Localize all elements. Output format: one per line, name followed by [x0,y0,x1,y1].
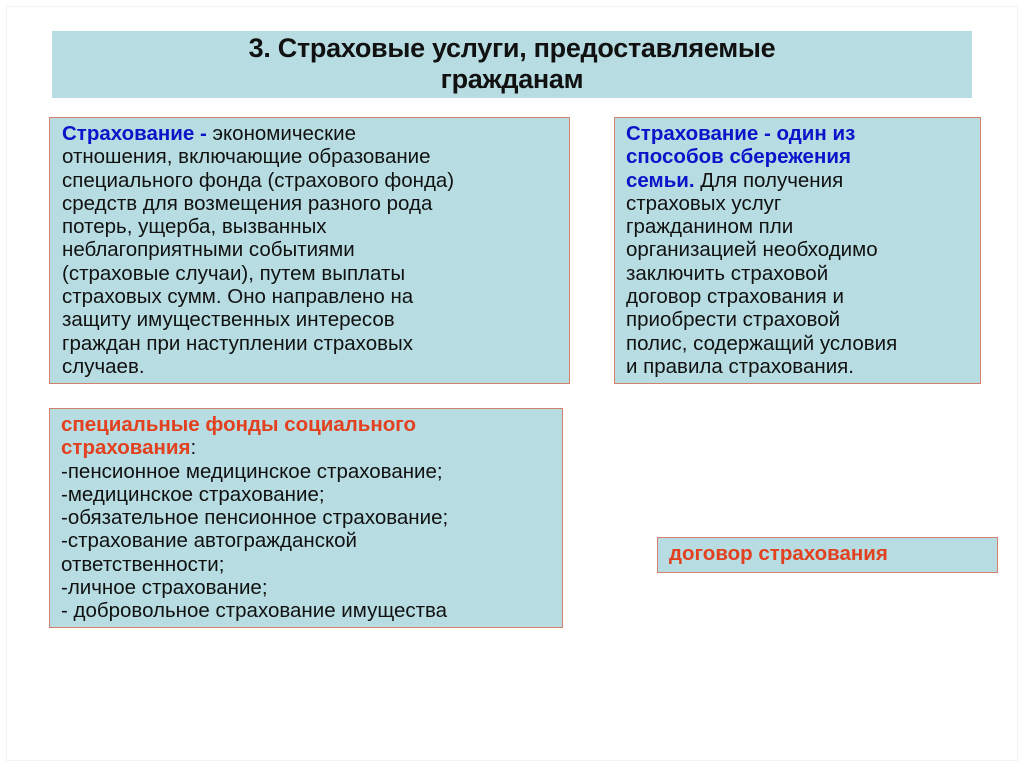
definition-text-9: граждан при наступлении страховых [62,331,413,355]
funds-heading-1: страхования [61,436,191,460]
funds-heading-suffix: : [190,436,197,460]
definition-first-line [62,122,563,145]
savings-mixed-line [626,169,974,192]
funds-item: -обязательное пенсионное страхование; [61,506,449,530]
definition-text-10: случаев. [62,354,145,378]
funds-item: -пенсионное медицинское страхование; [61,459,443,483]
definition-text-3: средств для возмещения разного рода [62,191,433,215]
savings-text-1: страховых услуг [626,191,782,215]
definition-text-0: экономические [206,122,357,145]
definition-text-8: защиту имущественных интересов [62,308,395,332]
title-line-1: 3. Страховые услуги, предоставляемые [248,33,776,63]
funds-item: -страхование автогражданской [61,529,357,553]
savings-highlight-0: Страхование - один из [626,122,856,145]
savings-text-4: заключить страховой [626,261,829,285]
savings-box [614,117,981,384]
savings-text-0: Для получения [694,168,844,192]
savings-text-2: гражданином пли [626,215,794,239]
savings-text-5: договор страхования и [626,285,844,309]
savings-text-6: приобрести страховой [626,308,841,332]
savings-highlight-2: семьи. [626,168,695,192]
savings-highlight-1: способов сбережения [626,145,851,169]
funds-heading-0: специальные фонды социального [61,413,417,436]
funds-item: -личное страхование; [61,576,268,600]
contract-label: договор страхования [669,542,888,565]
definition-text-7: страховых сумм. Оно направлено на [62,285,414,309]
definition-term: Страхование - [62,122,207,145]
savings-text-8: и правила страхования. [626,354,854,378]
savings-text-7: полис, содержащий условия [626,331,898,355]
contract-box [657,537,998,573]
slide-title [52,31,972,98]
funds-item: ответственности; [61,552,225,576]
funds-item: - добровольное страхование имущества [61,599,448,623]
funds-heading-line-2 [61,436,556,459]
definition-box [49,117,570,384]
definition-text-6: (страховые случаи), путем выплаты [62,261,406,285]
savings-text-3: организацией необходимо [626,238,878,262]
social-funds-box [49,408,563,628]
definition-text-1: отношения, включающие образование [62,145,431,169]
definition-text-2: специального фонда (страхового фонда) [62,168,455,192]
definition-text-4: потерь, ущерба, вызванных [62,215,327,239]
definition-text-5: неблагоприятными событиями [62,238,355,262]
funds-item: -медицинское страхование; [61,482,325,506]
title-line-2: гражданам [440,64,584,94]
